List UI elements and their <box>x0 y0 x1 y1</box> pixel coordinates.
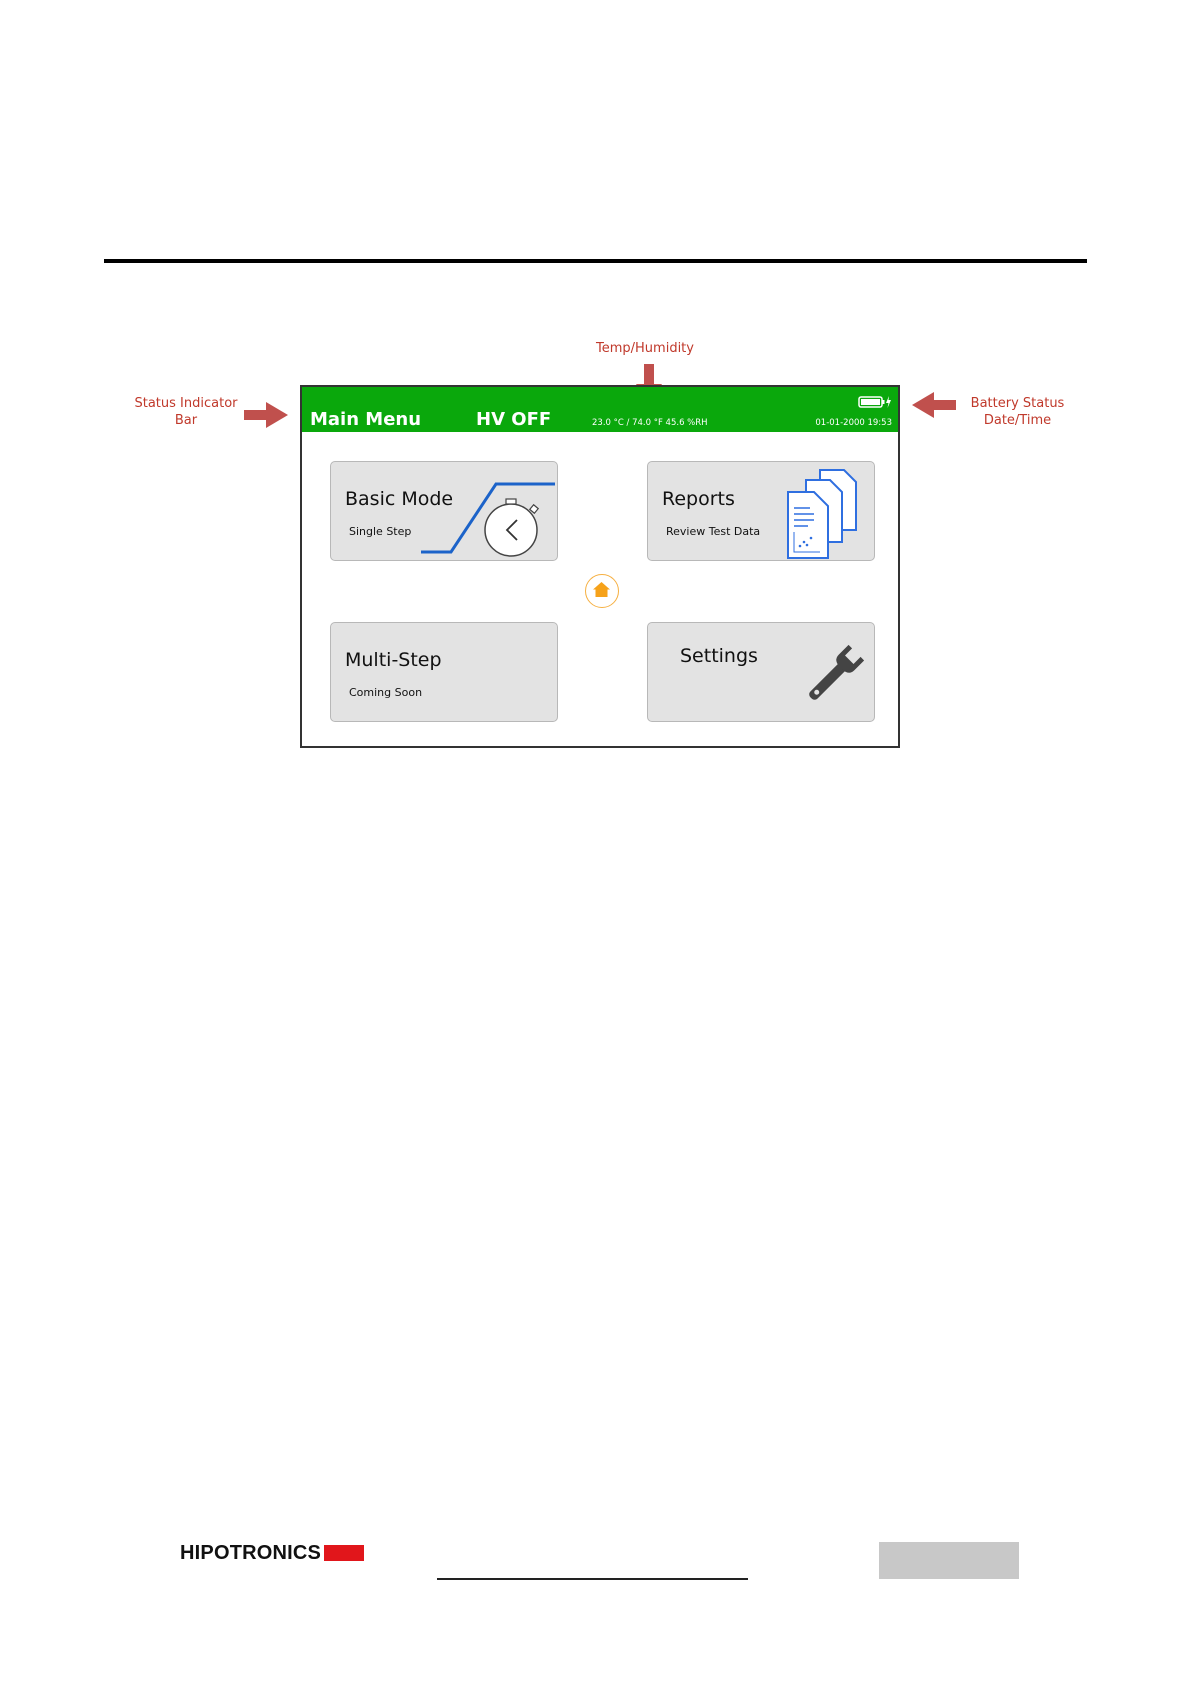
multi-step-title: Multi-Step <box>345 649 442 671</box>
battery-charging-icon <box>858 395 892 409</box>
reports-subtitle: Review Test Data <box>666 525 761 538</box>
hv-status: HV OFF <box>476 409 552 430</box>
multi-step-button[interactable] <box>330 622 558 722</box>
basic-mode-button[interactable] <box>330 461 558 561</box>
arrow-left-icon <box>912 392 958 418</box>
documents-icon <box>780 466 872 560</box>
brand-name: HIPOTRONICS <box>180 1541 322 1564</box>
home-icon <box>586 575 617 606</box>
footer-rule <box>437 1578 748 1580</box>
settings-button[interactable] <box>647 622 875 722</box>
basic-mode-subtitle: Single Step <box>349 525 412 538</box>
footer-page-box <box>879 1542 1019 1579</box>
wrench-icon <box>798 641 868 711</box>
multi-step-subtitle: Coming Soon <box>349 686 423 699</box>
reports-button[interactable] <box>647 461 875 561</box>
header-rule <box>104 259 1087 263</box>
brand-red-bar <box>324 1545 364 1561</box>
arrow-right-icon <box>244 402 290 428</box>
status-indicator-bar <box>302 387 898 432</box>
device-screen <box>300 385 900 748</box>
callout-battery-datetime: Battery Status Date/Time <box>970 396 1065 428</box>
stopwatch-ramp-icon <box>421 480 557 560</box>
screen-title: Main Menu <box>310 409 422 430</box>
basic-mode-title: Basic Mode <box>345 488 454 510</box>
callout-temp-humidity: Temp/Humidity <box>596 341 694 356</box>
temp-humidity-readout: 23.0 °C / 74.0 °F 45.6 %RH <box>592 418 708 428</box>
settings-title: Settings <box>680 645 758 667</box>
callout-status-bar: Status Indicator Bar <box>134 396 238 428</box>
reports-title: Reports <box>662 488 735 510</box>
hipotronics-logo <box>180 1542 364 1564</box>
date-time: 01-01-2000 19:53 <box>815 418 892 428</box>
home-button[interactable] <box>585 574 619 608</box>
